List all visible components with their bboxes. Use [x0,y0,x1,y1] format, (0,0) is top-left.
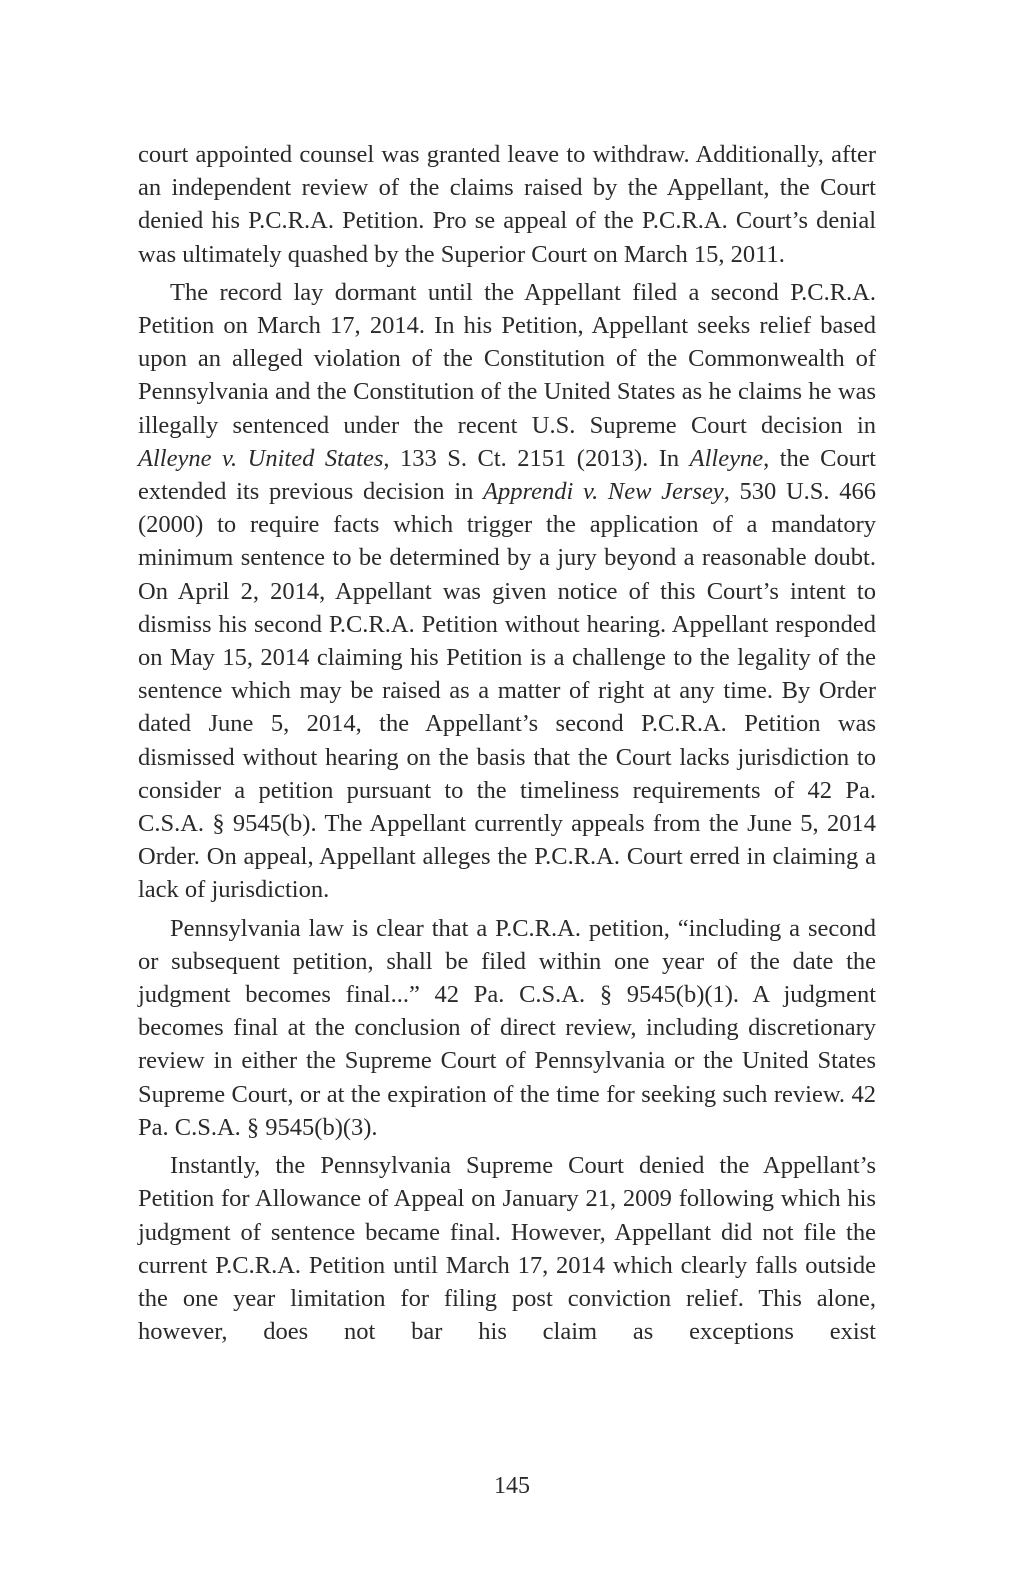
paragraph-2 [138,276,876,907]
paragraph-3: Pennsylvania law is clear that a P.C.R.A. petition, “including a second or subsequent petition, shall be filed within one year of the date the judgment becomes final...” 42 Pa. C.S.A. § 9545(b)(1). A judgment becomes final at the conclusion of direct review, including discretionary review in either the Supreme Court of Pennsylvania or the United States Supreme Court, or at the expiration of the time for seeking such review. 42 Pa. C.S.A. § 9545(b)(3). [138,914,876,1141]
paragraph-2-part-d: , 530 U.S. 466 (2000) to require facts which trigger the application of a mandatory minimum sentence to be determined by a jury beyond a reasonable doubt. On April 2, 2014, Appellant was given notice of this Court’s intent to dismiss his second P.C.R.A. Petition without hearing. Appellant responded on May 15, 2014 claiming his Petition is a challenge to the legality of the sentence which may be raised as a matter of right at any time. By Order dated June 5, 2014, the Appellant’s second P.C.R.A. Petition was dismissed without hearing on the basis that the Court lacks jurisdiction to consider a petition pursuant to the timeliness requirements of 42 Pa. C.S.A. § 9545(b). The Appellant currently appeals from the June 5, 2014 Order. On appeal, Appellant alleges the P.C.R.A. Court erred in claiming a lack of jurisdiction. [138,478,876,904]
paragraph-4: Instantly, the Pennsylvania Supreme Court denied the Appellant’s Petition for Allowance of Appeal on January 21, 2009 following which his judgment of sentence became final. However, Appellant did not file the current P.C.R.A. Petition until March 17, 2014 which clearly falls outside the one year limitation for filing post conviction relief. This alone, however, does not bar his claim as exceptions exist [138,1152,876,1346]
body-text [138,138,876,1353]
paragraph-1: court appointed counsel was granted leave to withdraw. Additionally, after an independent review of the claims raised by the Appellant, the Court denied his P.C.R.A. Petition. Pro se appeal of the P.C.R.A. Court’s denial was ultimately quashed by the Superior Court on March 15, 2011. [138,141,876,268]
case-citation-alleyne: Alleyne [689,444,764,472]
paragraph-2-part-b: , 133 S. Ct. 2151 (2013). In [383,444,690,472]
paragraph-2-part-a: The record lay dormant until the Appellant filed a second P.C.R.A. Petition on March 17, 2014. In his Petition, Appellant seeks relief based upon an alleged violation of the Constitution of the Commonwealth of Pennsylvania and the Constitution of the United States as he claims he was illegally sentenced under the recent U.S. Supreme Court decision in [138,278,876,439]
case-citation-apprendi-v-new-jersey: Apprendi v. New Jersey [483,478,724,506]
page-number: 145 [494,1473,530,1499]
paragraph-2-part-c: , the Court extended its previous decision in [138,444,876,506]
case-citation-alleyne-v-united-states: Alleyne v. United States [138,444,384,472]
